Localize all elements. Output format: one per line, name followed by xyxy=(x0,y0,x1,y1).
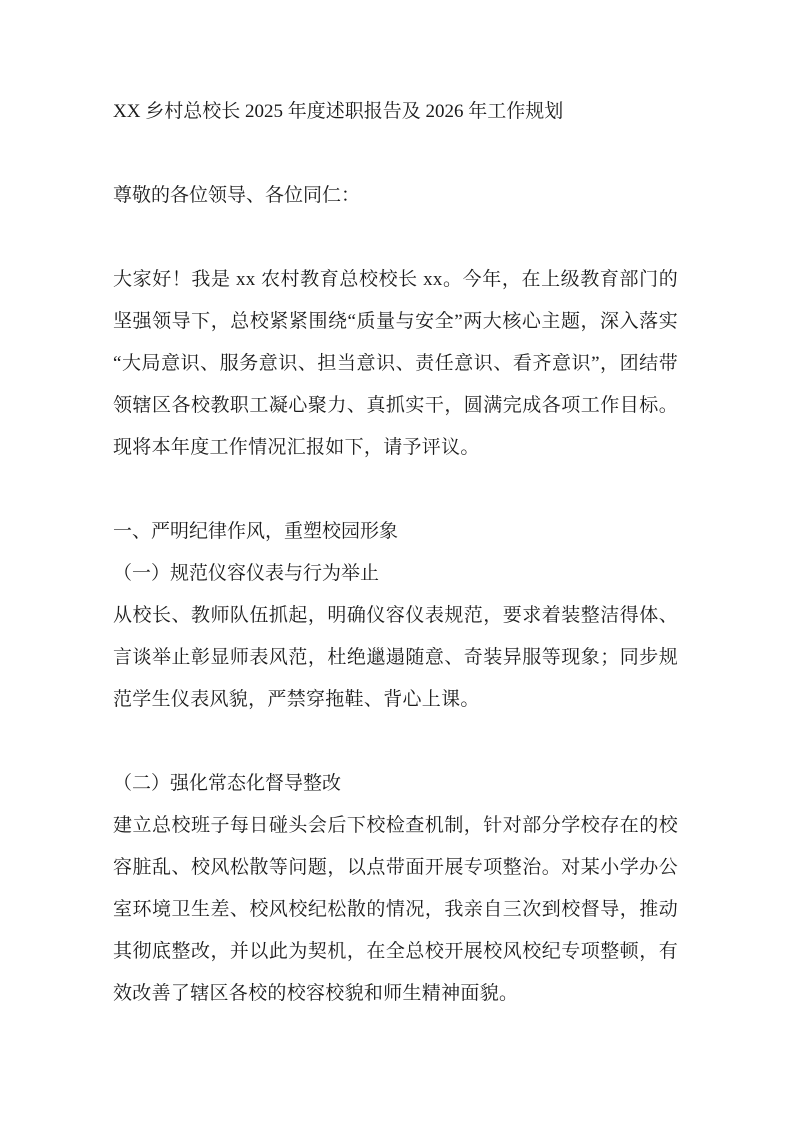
subsection-1-body: 从校长、教师队伍抓起，明确仪容仪表规范，要求着装整洁得体、言谈举止彰显师表风范，杜绝邋遢随意、奇装异服等现象；同步规范学生仪表风貌，严禁穿拖鞋、背心上课。 xyxy=(113,605,678,710)
subsection-2-body: 建立总校班子每日碰头会后下校检查机制，针对部分学校存在的校容脏乱、校风松散等问题，以点带面开展专项整治。对某小学办公室环境卫生差、校风校纪松散的情况，我亲自三次到校督导，推动其彻底整改，并以此为契机，在全总校开展校风校纪专项整顿，有效改善了辖区各校的校容校貌和师生精神面貌。 xyxy=(113,815,678,1004)
section-1-heading: 一、严明纪律作风，重塑校园形象 xyxy=(113,521,399,542)
intro-paragraph: 大家好！我是 xx 农村教育总校校长 xx。今年，在上级教育部门的坚强领导下，总校紧紧围绕“质量与安全”两大核心主题，深入落实“大局意识、服务意识、担当意识、责任意识、看齐意识”，团结带领辖区各校教职工凝心聚力、真抓实干，圆满完成各项工作目标。现将本年度工作情况汇报如下，请予评议。 xyxy=(113,269,678,458)
subsection-1-heading: （一）规范仪容仪表与行为举止 xyxy=(113,563,380,584)
document-title: XX 乡村总校长 2025 年度述职报告及 2026 年工作规划 xyxy=(113,101,564,122)
salutation: 尊敬的各位领导、各位同仁： xyxy=(113,185,361,206)
subsection-2-heading: （二）强化常态化督导整改 xyxy=(113,773,342,794)
document-body xyxy=(113,91,678,1015)
